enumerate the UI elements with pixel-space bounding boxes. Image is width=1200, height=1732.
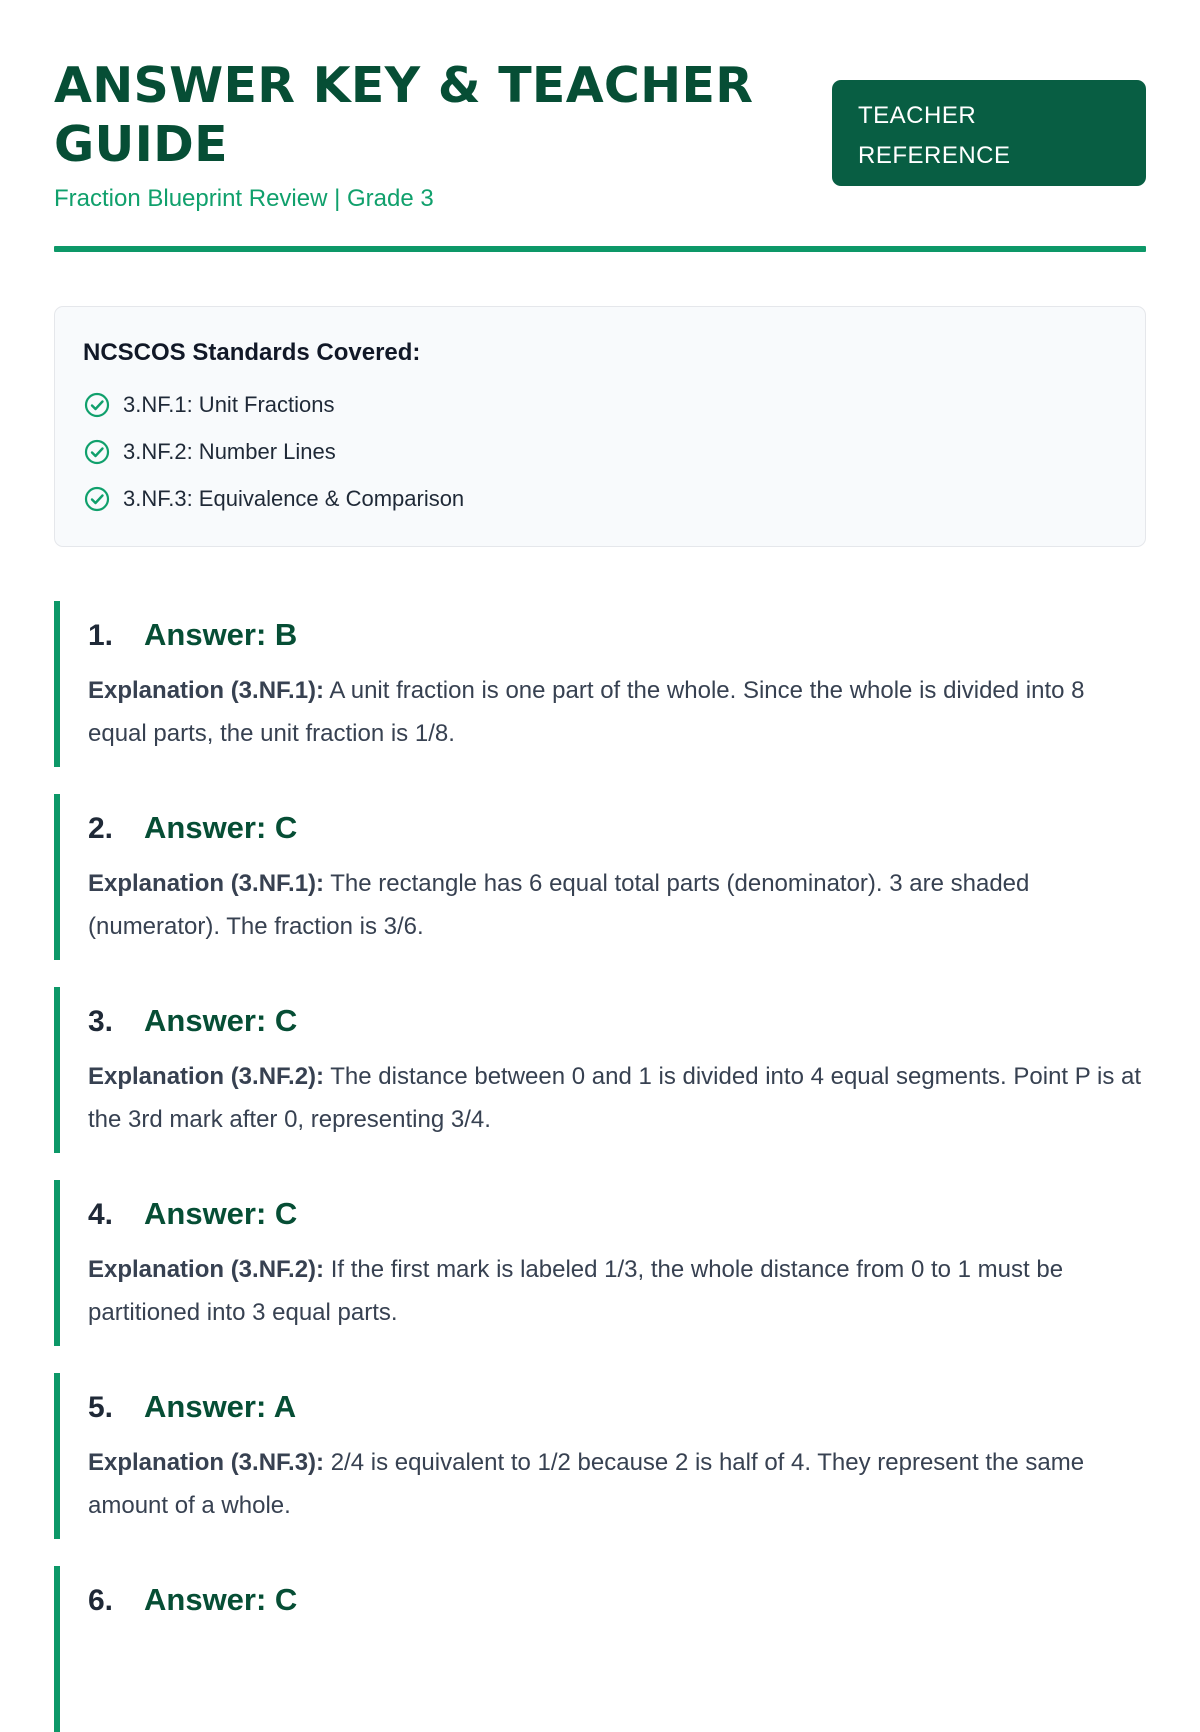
question-number: 6. [88,1584,114,1617]
explanation-label: Explanation (3.NF.2): [88,1256,325,1283]
check-circle-icon [83,438,111,466]
answer-value: Answer: C [144,1003,298,1038]
answer-value: Answer: C [144,810,298,845]
explanation [88,862,1146,948]
question-number: 5. [88,1391,114,1424]
explanation-label: Explanation (3.NF.3): [88,1449,325,1476]
explanation-text: If the first mark is labeled 1/3, the whole distance from 0 to 1 must be partitioned into 3 equal parts. [88,1256,1064,1326]
answer-value: Answer: C [144,1582,298,1617]
standards-box [54,306,1146,547]
standards-list [83,381,1117,522]
answer-item-1 [54,601,1146,767]
header-divider [54,246,1146,252]
explanation [88,1441,1146,1527]
explanation-label: Explanation (3.NF.1): [88,870,325,897]
standard-label: 3.NF.2: Number Lines [123,438,336,464]
explanation [88,669,1146,755]
explanation [88,1248,1146,1334]
answer-item-2 [54,794,1146,960]
answer-item-5 [54,1373,1146,1539]
answer-value: Answer: C [144,1196,298,1231]
standard-item [83,475,1117,522]
answer-item-6 [54,1566,1146,1732]
answer-value: Answer: A [144,1389,297,1424]
standard-label: 3.NF.3: Equivalence & Comparison [123,485,465,511]
question-number: 1. [88,619,114,652]
answer-heading [88,794,1146,848]
explanation-text: The rectangle has 6 equal total parts (denominator). 3 are shaded (numerator). The fraction is 3/6. [88,870,1030,940]
standard-item [83,428,1117,475]
answer-item-3 [54,987,1146,1153]
explanation-text: The distance between 0 and 1 is divided into 4 equal segments. Point P is at the 3rd mark after 0, representing 3/4. [88,1063,1142,1133]
page-subtitle: Fraction Blueprint Review | Grade 3 [54,185,434,212]
question-number: 3. [88,1005,114,1038]
question-number: 2. [88,812,114,845]
answer-item-4 [54,1180,1146,1346]
explanation-text: 2/4 is equivalent to 1/2 because 2 is half of 4. They represent the same amount of a whole. [88,1449,1085,1519]
check-circle-icon [83,391,111,419]
answer-heading [88,987,1146,1041]
teacher-reference-badge: TEACHER REFERENCE [832,80,1146,186]
explanation-text: A unit fraction is one part of the whole. Since the whole is divided into 8 equal parts, the unit fraction is 1/8. [88,677,1085,747]
answer-heading [88,601,1146,655]
question-number: 4. [88,1198,114,1231]
title-block [54,56,774,214]
answer-heading [88,1373,1146,1427]
check-circle-icon [83,485,111,513]
header [54,56,1146,214]
explanation-label: Explanation (3.NF.2): [88,1063,325,1090]
answer-heading [88,1566,1146,1620]
standards-title: NCSCOS Standards Covered: [83,339,421,366]
standard-label: 3.NF.1: Unit Fractions [123,391,335,417]
page-title: ANSWER KEY & TEACHER GUIDE [54,57,754,173]
answers-list [54,601,1146,1732]
answer-heading [88,1180,1146,1234]
explanation [88,1055,1146,1141]
answer-value: Answer: B [144,617,298,652]
explanation-label: Explanation (3.NF.1): [88,677,325,704]
standard-item [83,381,1117,428]
